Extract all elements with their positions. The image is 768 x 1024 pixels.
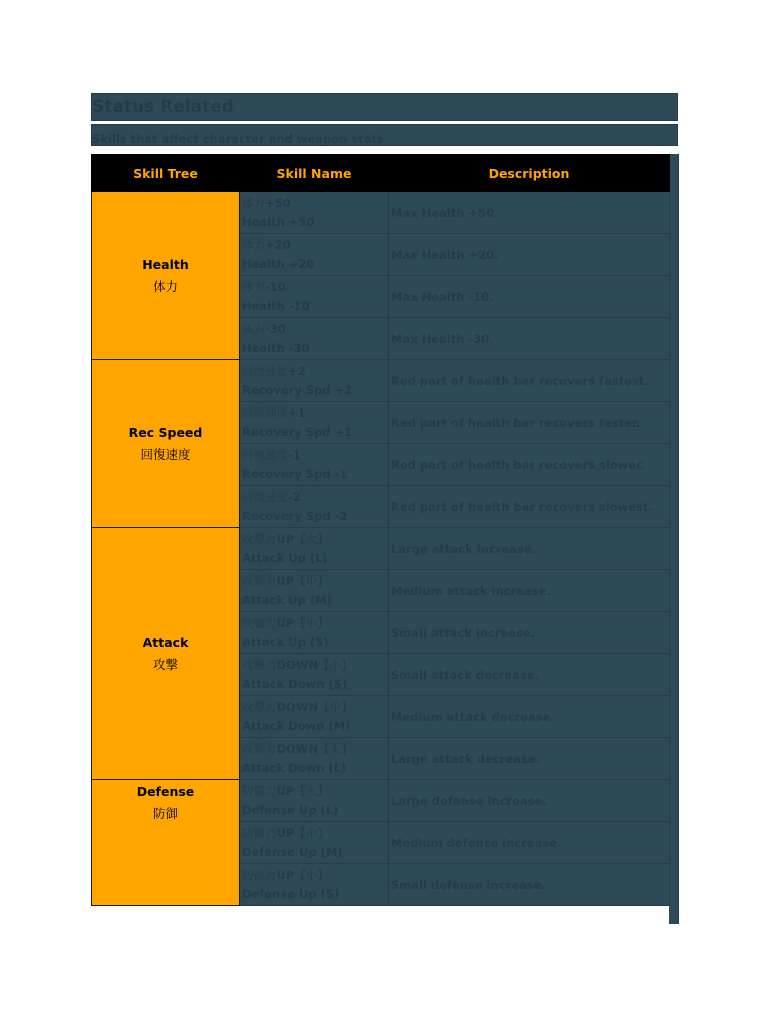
skill-description: Max Health -30. (389, 318, 670, 360)
skill-name-cell (240, 738, 389, 780)
skill-description: Small defense increase. (389, 864, 670, 906)
skill-name-en: Attack Up (M) (242, 592, 332, 607)
skill-name-jp-base: 回復速度 (242, 405, 288, 420)
skill-tree-cell (92, 528, 240, 780)
skill-name-jp-size: 【小】 (294, 867, 329, 882)
skill-description: Large attack increase. (389, 528, 670, 570)
skill-name-en: Attack Down (M) (242, 718, 351, 733)
skill-name-jp-base: 体力 (242, 195, 265, 210)
page-subtitle: Skills that affect character and weapon stats (91, 124, 678, 146)
skill-name-jp-base: 攻撃力 (242, 657, 277, 672)
skill-name-jp-base: 攻撃力 (242, 699, 277, 714)
skill-name-cell (240, 402, 389, 444)
skill-name-en: Attack Down (L) (242, 760, 347, 775)
table-header-row (92, 155, 670, 192)
table-row (92, 780, 670, 822)
skill-description: Red part of health bar recovers slowest. (389, 486, 670, 528)
skill-description: Medium attack increase. (389, 570, 670, 612)
skill-name-jp (242, 404, 386, 423)
skill-tree-cell (92, 780, 240, 906)
skill-name-en: Attack Up (S) (242, 634, 329, 649)
skill-name-en: Defense Up (L) (242, 802, 339, 817)
skill-name-jp-base: 体力 (242, 321, 265, 336)
skill-name-jp (242, 446, 386, 465)
skill-name-jp-modifier: -2 (288, 489, 301, 504)
skill-name-jp-modifier: +2 (288, 363, 306, 378)
column-header-description: Description (389, 155, 670, 192)
skill-name-jp (242, 362, 386, 381)
skill-name-en: Health +20 (242, 256, 315, 271)
table-row (92, 528, 670, 570)
skill-name-jp-size: 【小】 (294, 615, 329, 630)
skill-name-jp (242, 614, 386, 633)
skill-name-jp-modifier: UP (276, 783, 295, 798)
skill-name-jp-modifier: -1 (288, 447, 301, 462)
table-right-edge (669, 154, 679, 924)
table-row (92, 360, 670, 402)
skill-tree-name: Health (142, 256, 189, 272)
skill-name-cell (240, 192, 389, 234)
skills-table (91, 154, 670, 906)
skill-tree-cell (92, 360, 240, 528)
skill-name-cell (240, 276, 389, 318)
skill-name-jp (242, 278, 386, 297)
skill-name-jp-modifier: UP (276, 825, 295, 840)
skill-description: Max Health +50. (389, 192, 670, 234)
skill-name-en: Recovery Spd -1 (242, 466, 348, 481)
skill-name-cell (240, 780, 389, 822)
skill-name-jp-base: 回復速度 (242, 489, 288, 504)
skill-name-jp (242, 194, 386, 213)
page-title: Status Related (91, 93, 678, 121)
skill-tree-name-jp: 体力 (152, 278, 178, 294)
skill-description: Large defense increase. (389, 780, 670, 822)
skill-description: Red part of health bar recovers fastest. (389, 360, 670, 402)
skill-description: Max Health -10. (389, 276, 670, 318)
skill-name-jp-modifier: -30 (265, 321, 286, 336)
skill-name-cell (240, 528, 389, 570)
skill-name-jp-modifier: +1 (288, 405, 306, 420)
column-header-skill-name: Skill Name (240, 155, 389, 192)
skill-name-cell (240, 654, 389, 696)
column-header-skill-tree: Skill Tree (92, 155, 240, 192)
skill-name-jp-size: 【中】 (294, 573, 329, 588)
skill-tree-name-jp: 攻撃 (152, 656, 178, 672)
skill-name-jp-modifier: DOWN (276, 699, 319, 714)
skill-name-jp-modifier: UP (276, 531, 295, 546)
skill-name-jp-modifier: DOWN (276, 657, 319, 672)
sheet-header (91, 93, 678, 146)
skill-tree-name: Rec Speed (128, 424, 203, 440)
skill-name-jp-size: 【中】 (294, 825, 329, 840)
skill-name-jp-size: 【小】 (318, 657, 353, 672)
skill-name-en: Defense Up (M) (242, 844, 343, 859)
skill-name-jp-base: 攻撃力 (242, 741, 277, 756)
skill-name-jp (242, 530, 386, 549)
skill-name-jp-size: 【大】 (294, 783, 329, 798)
skill-name-jp-base: 回復速度 (242, 363, 288, 378)
skill-tree-cell (92, 192, 240, 360)
skill-name-jp-modifier: +20 (265, 237, 291, 252)
table-row (92, 192, 670, 234)
skill-tree-name-jp: 防御 (152, 806, 178, 821)
skill-name-jp-base: 防御力 (242, 867, 277, 882)
skill-name-en: Health -10 (242, 298, 310, 313)
skill-name-cell (240, 570, 389, 612)
skill-name-jp-base: 攻撃力 (242, 573, 277, 588)
skill-name-jp-base: 体力 (242, 279, 265, 294)
skill-name-cell (240, 864, 389, 906)
skill-name-jp (242, 866, 386, 885)
skill-name-en: Attack Down (S) (242, 676, 348, 691)
skill-name-jp-modifier: UP (276, 573, 295, 588)
skill-tree-name: Attack (142, 634, 189, 650)
skill-name-jp-modifier: -10 (265, 279, 286, 294)
skill-name-en: Attack Up (L) (242, 550, 328, 565)
skill-name-jp-modifier: +50 (265, 195, 291, 210)
skill-name-en: Defense Up (S) (242, 886, 340, 901)
skill-name-en: Recovery Spd +2 (242, 382, 353, 397)
skill-name-en: Health -30 (242, 340, 310, 355)
skill-name-jp (242, 320, 386, 339)
skill-name-jp-size: 【中】 (318, 699, 353, 714)
skill-name-jp (242, 656, 386, 675)
skill-name-jp-base: 回復速度 (242, 447, 288, 462)
skill-name-jp (242, 782, 386, 801)
skill-description: Medium attack decrease. (389, 696, 670, 738)
skill-name-jp-base: 体力 (242, 237, 265, 252)
skill-name-jp (242, 236, 386, 255)
skill-name-cell (240, 360, 389, 402)
skill-name-cell (240, 318, 389, 360)
skill-name-jp-base: 攻撃力 (242, 615, 277, 630)
skill-name-cell (240, 612, 389, 654)
skill-name-jp-size: 【大】 (294, 531, 329, 546)
skill-name-jp-base: 攻撃力 (242, 531, 277, 546)
skill-description: Small attack increase. (389, 612, 670, 654)
skill-description: Max Health +20. (389, 234, 670, 276)
skill-name-cell (240, 444, 389, 486)
skill-description: Small attack decrease. (389, 654, 670, 696)
skill-name-jp (242, 740, 386, 759)
skill-description: Large attack decrease. (389, 738, 670, 780)
skill-name-jp-modifier: DOWN (276, 741, 319, 756)
skill-tree-name: Defense (136, 784, 195, 799)
skill-name-en: Recovery Spd +1 (242, 424, 353, 439)
skill-description: Medium defense increase. (389, 822, 670, 864)
table-body (92, 192, 670, 906)
skill-name-cell (240, 822, 389, 864)
skill-name-jp (242, 824, 386, 843)
skill-name-jp-base: 防御力 (242, 825, 277, 840)
skill-name-jp-base: 防御力 (242, 783, 277, 798)
skill-name-cell (240, 696, 389, 738)
skill-name-jp-modifier: UP (276, 615, 295, 630)
skill-name-jp (242, 488, 386, 507)
skill-tree-name-jp: 回復速度 (140, 446, 191, 462)
skill-name-jp (242, 698, 386, 717)
skill-name-jp (242, 572, 386, 591)
skill-description: Red part of health bar recovers slower. (389, 444, 670, 486)
skill-name-en: Recovery Spd -2 (242, 508, 348, 523)
skill-name-jp-size: 【大】 (318, 741, 353, 756)
skill-name-en: Health +50 (242, 214, 315, 229)
skill-name-cell (240, 234, 389, 276)
skill-description: Red part of health bar recovers faster. (389, 402, 670, 444)
skill-name-jp-modifier: UP (276, 867, 295, 882)
skill-name-cell (240, 486, 389, 528)
